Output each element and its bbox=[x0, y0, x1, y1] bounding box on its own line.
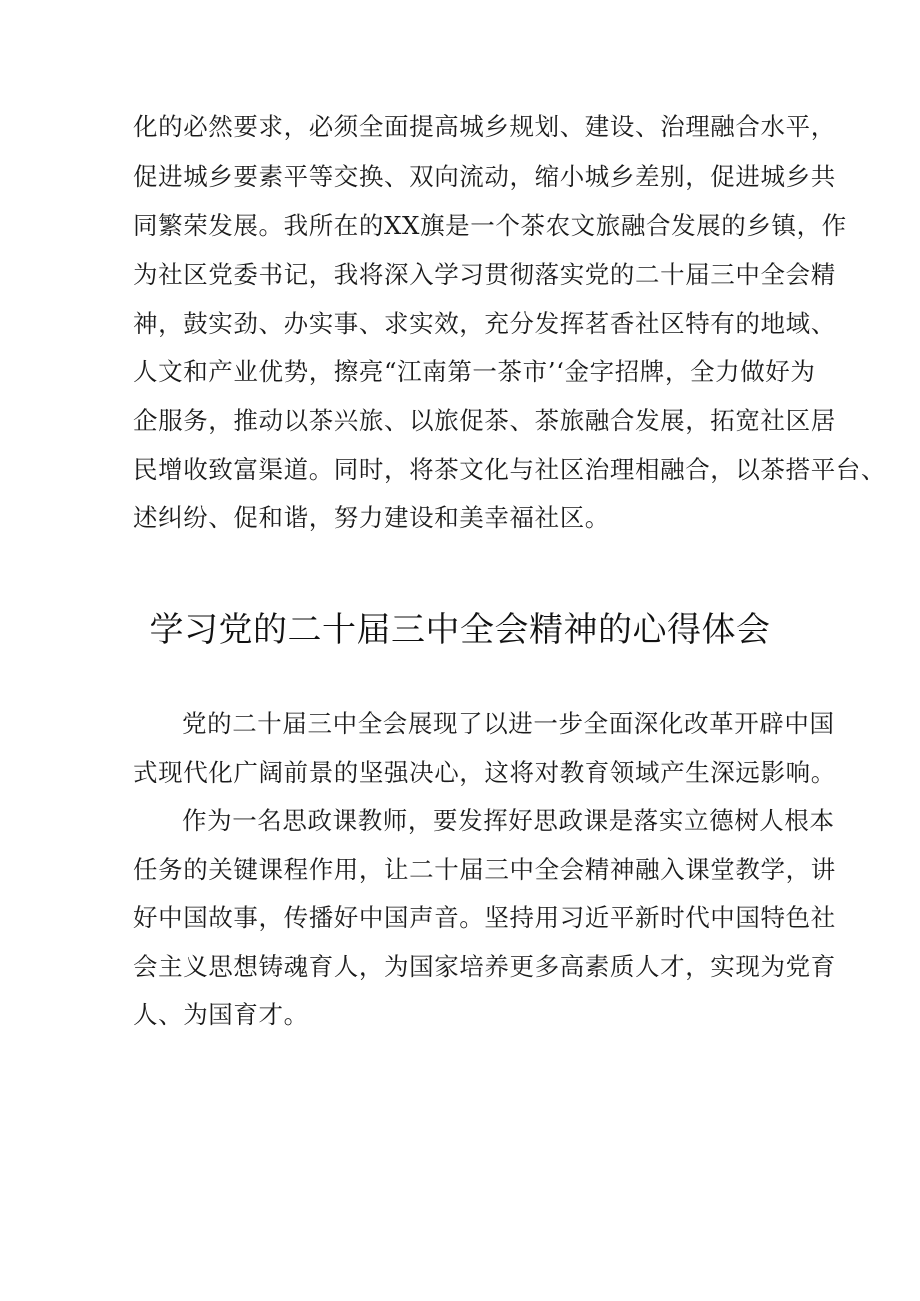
paragraph-line: 人文和产业优势，擦亮“江南第一茶市’‘金字招牌，全力做好为 bbox=[133, 357, 816, 386]
paragraph-line: 人、为国育才。 bbox=[133, 1000, 309, 1029]
paragraph-line: 促进城乡要素平等交换、双向流动，缩小城乡差别，促进城乡共 bbox=[133, 162, 836, 191]
paragraph-line: 党的二十届三中全会展现了以进一步全面深化改革开辟中国 bbox=[182, 709, 835, 738]
section-title: 学习党的二十届三中全会精神的心得体会 bbox=[149, 610, 771, 650]
paragraph-line: 好中国故事，传播好中国声音。坚持用习近平新时代中国特色社 bbox=[133, 903, 836, 932]
paragraph-line: 式现代化广阔前景的坚强决心，这将对教育领域产生深远影响。 bbox=[133, 758, 836, 787]
paragraph-line: 同繁荣发展。我所在的XX旗是一个茶农文旅融合发展的乡镇，作 bbox=[133, 211, 847, 240]
paragraph-line: 企服务，推动以茶兴旅、以旅促茶、茶旅融合发展，拓宽社区居 bbox=[133, 406, 836, 435]
paragraph-line: 任务的关键课程作用，让二十届三中全会精神融入课堂教学，讲 bbox=[133, 855, 836, 884]
paragraph-line: 化的必然要求，必须全面提高城乡规划、建设、治理融合水平， bbox=[133, 112, 836, 141]
paragraph-line: 民增收致富渠道。同时，将茶文化与社区治理相融合，以茶搭平台、 bbox=[133, 455, 886, 484]
paragraph-line: 为社区党委书记，我将深入学习贯彻落实党的二十届三中全会精 bbox=[133, 260, 836, 289]
paragraph-line: 述纠纷、促和谐，努力建设和美幸福社区。 bbox=[133, 503, 610, 532]
paragraph-line: 会主义思想铸魂育人，为国家培养更多高素质人才，实现为党育 bbox=[133, 952, 836, 981]
paragraph-line: 神，鼓实劲、办实事、求实效，充分发挥茗香社区特有的地域、 bbox=[133, 309, 836, 338]
paragraph-line: 作为一名思政课教师，要发挥好思政课是落实立德树人根本 bbox=[182, 806, 835, 835]
